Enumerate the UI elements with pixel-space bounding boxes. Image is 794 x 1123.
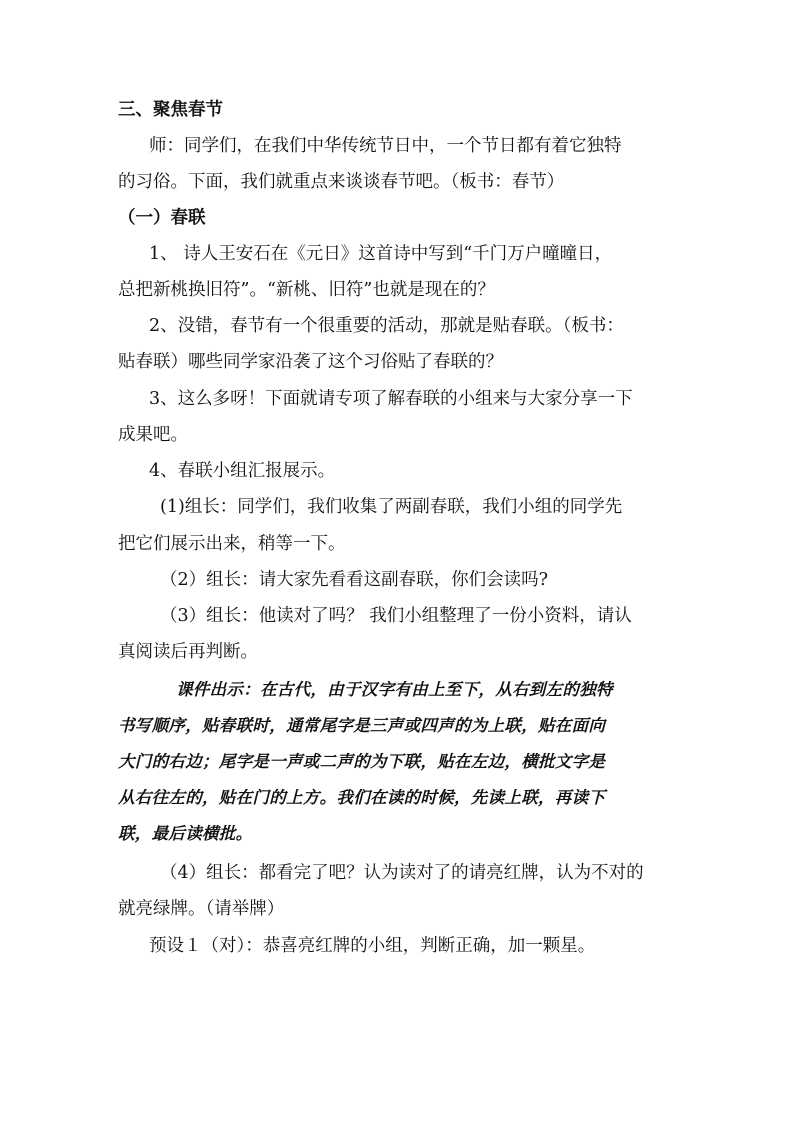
subheading-couplets: （一）春联 <box>118 208 206 228</box>
leader-step-4-line-2: 就亮绿牌。（请举牌） <box>118 899 285 919</box>
courseware-line-2: 书写顺序，贴春联时，通常尾字是三声或四声的为上联，贴在面向 <box>118 716 606 735</box>
leader-step-4-line-1: （4）组长：都看完了吧？认为读对了的请亮红牌，认为不对的 <box>160 863 644 883</box>
leader-step-1-line-2: 把它们展示出来，稍等一下。 <box>118 534 346 554</box>
item-4: 4、春联小组汇报展示。 <box>149 461 336 481</box>
item-1-line-1: 1、 诗人王安石在《元日》这首诗中写到“千门万户曈曈日， <box>149 244 613 264</box>
preset-1: 预设１（对）：恭喜亮红牌的小组，判断正确，加一颗星。 <box>149 936 596 956</box>
section-heading: 三、聚焦春节 <box>118 100 223 120</box>
teacher-line-2: 的习俗。下面，我们就重点来谈谈春节吧。（板书：春节） <box>118 172 565 192</box>
courseware-line-3: 大门的右边；尾字是一声或二声的为下联，贴在左边，横批文字是 <box>118 752 606 771</box>
courseware-line-5: 联，最后读横批。 <box>118 824 253 843</box>
leader-step-1-line-1: (1)组长：同学们，我们收集了两副春联，我们小组的同学先 <box>160 497 623 517</box>
teacher-line-1: 师：同学们，在我们中华传统节日中，一个节日都有着它独特 <box>149 136 622 156</box>
courseware-line-4: 从右往左的，贴在门的上方。我们在读的时候，先读上联，再读下 <box>118 788 606 807</box>
item-2-line-2: 贴春联）哪些同学家沿袭了这个习俗贴了春联的？ <box>118 352 503 372</box>
item-2-line-1: 2、没错，春节有一个很重要的活动，那就是贴春联。（板书： <box>149 316 624 336</box>
item-3-line-1: 3、这么多呀！下面就请专项了解春联的小组来与大家分享一下 <box>149 389 633 409</box>
item-3-line-2: 成果吧。 <box>118 425 188 445</box>
courseware-line-1: 课件出示：在古代，由于汉字有由上至下，从右到左的独特 <box>176 680 613 699</box>
leader-step-2: （2）组长：请大家先看看这副春联，你们会读吗? <box>160 570 549 590</box>
leader-step-3-line-1: （3）组长：他读对了吗？ 我们小组整理了一份小资料，请认 <box>160 606 632 626</box>
leader-step-3-line-2: 真阅读后再判断。 <box>118 642 258 662</box>
item-1-line-2: 总把新桃换旧符”。“新桃、旧符”也就是现在的？ <box>118 280 495 300</box>
